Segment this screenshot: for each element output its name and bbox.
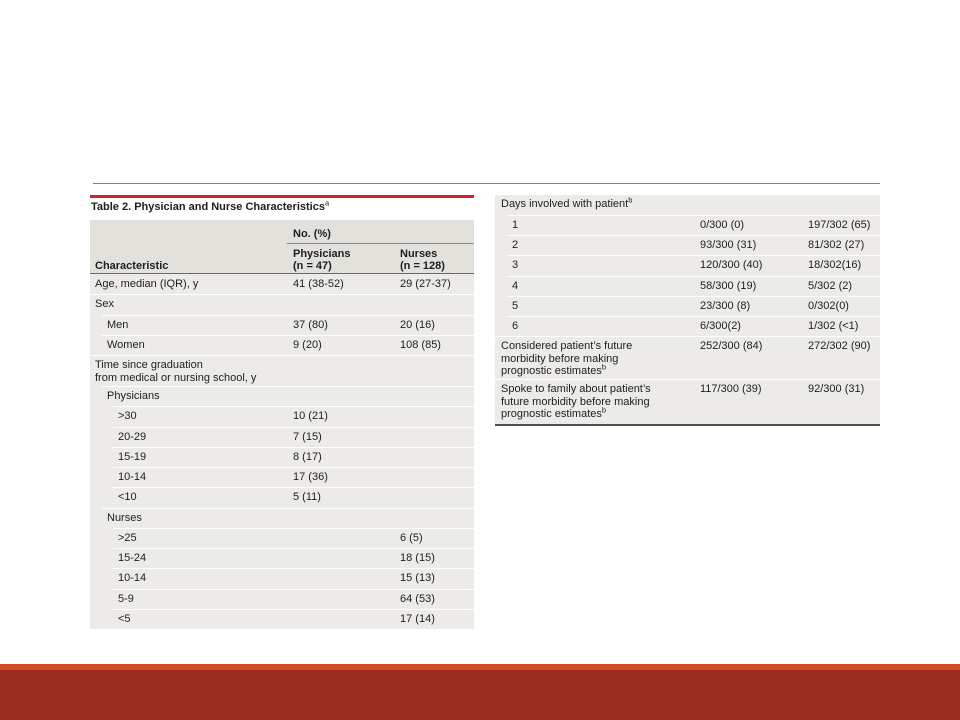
physicians-value: 17 (36) bbox=[293, 471, 328, 483]
nurses-value: 0/302(0) bbox=[808, 299, 849, 312]
row-label: <10 bbox=[118, 491, 137, 504]
empty-cell bbox=[694, 198, 802, 215]
physicians-column-n: (n = 47) bbox=[293, 260, 332, 272]
physicians-value: 23/300 (8) bbox=[700, 299, 751, 312]
table-row bbox=[495, 276, 880, 296]
nurses-value: 6 (5) bbox=[400, 531, 423, 544]
table-row bbox=[90, 487, 474, 507]
row-label: <5 bbox=[118, 612, 131, 625]
table-row-physicians-group bbox=[90, 386, 474, 406]
column-group-rule bbox=[287, 243, 474, 244]
footer-band bbox=[0, 670, 960, 720]
title-footnote-marker: a bbox=[324, 198, 330, 208]
table-row bbox=[90, 467, 474, 487]
row-label: 5 bbox=[512, 299, 519, 312]
row-label: 4 bbox=[512, 279, 519, 292]
nurses-value: 18 (15) bbox=[400, 552, 435, 564]
row-label: Physicians bbox=[107, 390, 160, 402]
physicians-value: 41 (38-52) bbox=[293, 278, 344, 290]
section-label: Days involved with patient bbox=[501, 198, 629, 210]
empty-cell bbox=[287, 572, 394, 588]
physicians-value: 58/300 (19) bbox=[700, 279, 757, 292]
section-row-days-involved bbox=[495, 195, 880, 215]
physicians-value: 37 (80) bbox=[293, 318, 328, 331]
characteristic-column-header: Characteristic bbox=[95, 260, 169, 272]
row-label bbox=[495, 383, 694, 424]
nurses-value: 108 (85) bbox=[400, 338, 441, 351]
empty-cell bbox=[394, 491, 474, 507]
table-row bbox=[90, 427, 474, 447]
table-body-continued bbox=[495, 195, 880, 426]
physicians-value: 10 (21) bbox=[293, 410, 328, 423]
nurses-value: 92/300 (31) bbox=[808, 383, 865, 396]
physicians-value: 93/300 (31) bbox=[700, 239, 757, 252]
nurses-value: 5/302 (2) bbox=[808, 279, 853, 292]
nurses-value: 17 (14) bbox=[400, 612, 435, 625]
row-label: 10-14 bbox=[118, 572, 147, 585]
nurses-value: 1/302 (<1) bbox=[808, 319, 859, 332]
row-label: 5-9 bbox=[118, 592, 134, 605]
row-label: >25 bbox=[118, 531, 137, 544]
table-row-age bbox=[90, 274, 474, 294]
row-label: >30 bbox=[118, 410, 137, 423]
empty-cell bbox=[394, 390, 474, 406]
nurses-value: 29 (27-37) bbox=[400, 278, 451, 290]
table-header bbox=[90, 220, 474, 274]
physicians-value: 252/300 (84) bbox=[700, 340, 763, 353]
empty-cell bbox=[287, 390, 394, 406]
table-row-considered-morbidity bbox=[495, 336, 880, 379]
row-label: Sex bbox=[95, 298, 114, 311]
row-label: Nurses bbox=[107, 511, 142, 524]
empty-cell bbox=[802, 198, 880, 215]
row-label: Men bbox=[107, 318, 129, 331]
empty-cell bbox=[394, 298, 474, 314]
empty-cell bbox=[287, 532, 394, 548]
physicians-value: 5 (11) bbox=[293, 491, 321, 504]
physicians-value: 120/300 (40) bbox=[700, 259, 763, 272]
nurses-value: 81/302 (27) bbox=[808, 239, 865, 252]
row-label bbox=[495, 195, 694, 215]
empty-cell bbox=[287, 512, 394, 528]
footnote-marker: b bbox=[628, 195, 633, 205]
row-label: 2 bbox=[512, 239, 519, 252]
empty-cell bbox=[394, 451, 474, 467]
row-label: 10-14 bbox=[118, 471, 147, 483]
row-label: 6 bbox=[512, 319, 519, 332]
row-label bbox=[495, 340, 694, 379]
table-row bbox=[495, 316, 880, 336]
empty-cell bbox=[287, 359, 394, 386]
empty-cell bbox=[287, 613, 394, 629]
nurses-column-header bbox=[400, 248, 445, 273]
table-body bbox=[90, 274, 474, 629]
row-label: Age, median (IQR), y bbox=[95, 278, 199, 290]
physicians-value: 6/300(2) bbox=[700, 319, 741, 332]
row-label: Time since graduation from medical or nursing school, y bbox=[95, 359, 257, 384]
row-label: 20-29 bbox=[118, 430, 147, 443]
column-group-label: No. (%) bbox=[293, 228, 331, 240]
table-row bbox=[495, 296, 880, 316]
table-title-text: Table 2. Physician and Nurse Characteristics bbox=[91, 201, 325, 213]
physicians-value: 7 (15) bbox=[293, 430, 322, 443]
row-label-text: Spoke to family about patient’s future morbidity before making prognostic estimates bbox=[501, 383, 651, 421]
empty-cell bbox=[287, 298, 394, 314]
table-row bbox=[90, 548, 474, 568]
empty-cell bbox=[287, 593, 394, 609]
table-title bbox=[90, 198, 474, 220]
footnote-marker: b bbox=[601, 362, 607, 372]
table-row bbox=[495, 255, 880, 275]
table-row bbox=[495, 215, 880, 235]
header-divider-line bbox=[93, 183, 880, 184]
physicians-column-header bbox=[293, 248, 350, 273]
physicians-value: 0/300 (0) bbox=[700, 219, 745, 231]
table-row-spoke-to-family bbox=[495, 379, 880, 424]
nurses-value: 20 (16) bbox=[400, 318, 435, 331]
table-row bbox=[90, 589, 474, 609]
row-label: 15-24 bbox=[118, 552, 147, 564]
characteristics-table bbox=[90, 195, 474, 630]
table-row-nurses-group bbox=[90, 508, 474, 528]
nurses-value: 18/302(16) bbox=[808, 259, 862, 272]
empty-cell bbox=[394, 431, 474, 447]
nurses-column-n: (n = 128) bbox=[400, 260, 445, 272]
table-row bbox=[495, 235, 880, 255]
characteristics-table-continued bbox=[495, 195, 880, 426]
row-label: 15-19 bbox=[118, 450, 147, 463]
physicians-value: 8 (17) bbox=[293, 450, 322, 463]
table-row-men bbox=[90, 315, 474, 335]
empty-cell bbox=[394, 359, 474, 386]
row-label: 1 bbox=[512, 219, 519, 231]
table-row-women bbox=[90, 335, 474, 355]
row-label: Women bbox=[107, 338, 145, 351]
table-row bbox=[90, 528, 474, 548]
nurses-column-name: Nurses bbox=[400, 247, 438, 260]
physicians-column-name: Physicians bbox=[293, 247, 351, 260]
empty-cell bbox=[394, 410, 474, 426]
table-row-sex bbox=[90, 294, 474, 314]
empty-cell bbox=[394, 471, 474, 487]
physicians-value: 117/300 (39) bbox=[700, 383, 762, 396]
row-label-text: Considered patient’s future morbidity before making prognostic estimates bbox=[501, 340, 633, 378]
empty-cell bbox=[394, 512, 474, 528]
physicians-value: 9 (20) bbox=[293, 338, 322, 351]
nurses-value: 272/302 (90) bbox=[808, 340, 871, 353]
table-row bbox=[90, 447, 474, 467]
nurses-value: 197/302 (65) bbox=[808, 219, 871, 231]
table-row-time-since-graduation bbox=[90, 355, 474, 386]
footnote-marker: b bbox=[601, 405, 607, 415]
row-label: 3 bbox=[512, 259, 519, 272]
table-row bbox=[90, 406, 474, 426]
nurses-value: 15 (13) bbox=[400, 572, 435, 585]
empty-cell bbox=[287, 552, 394, 568]
table-row bbox=[90, 609, 474, 629]
nurses-value: 64 (53) bbox=[400, 592, 435, 605]
table-row bbox=[90, 568, 474, 588]
